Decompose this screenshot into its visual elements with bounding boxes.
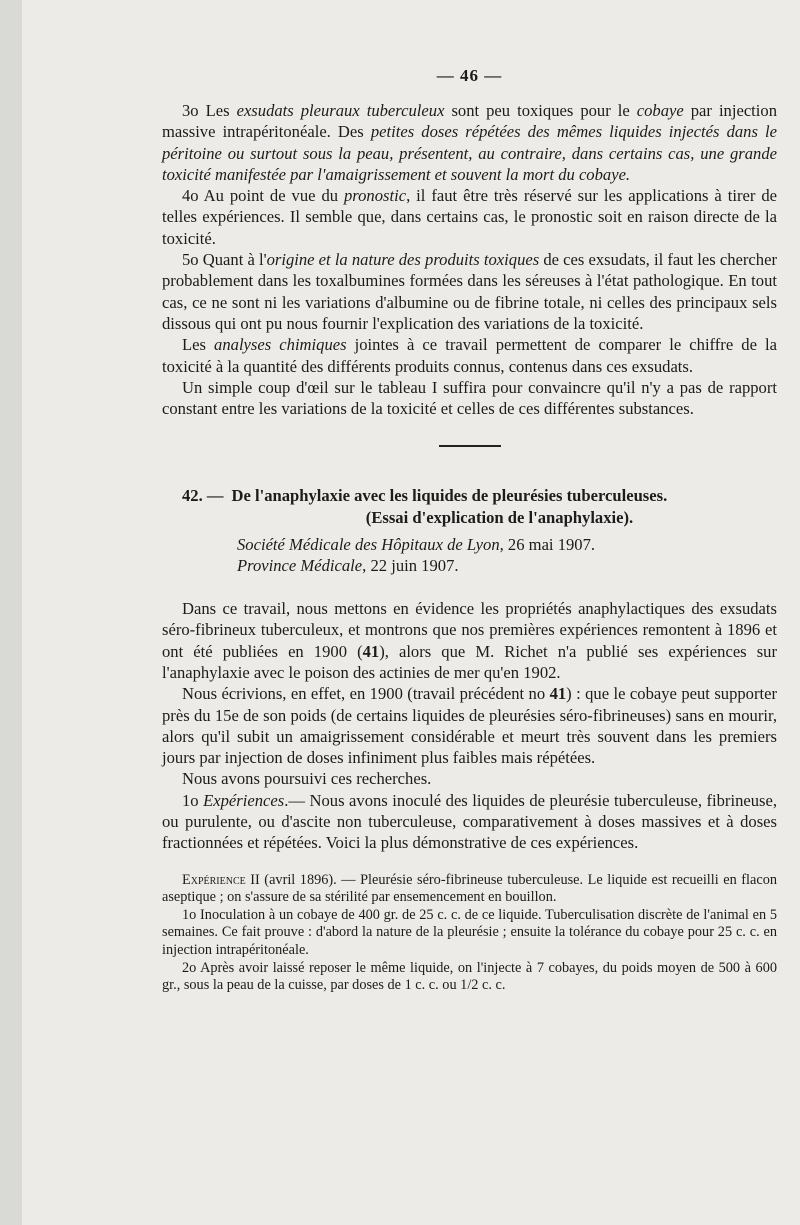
paragraph-7: Un simple coup d'œil sur le tableau I suffira pour convaincre qu'il n'y a pas de rapport constant entre les variations de la toxicité et celles de ces différentes substances. <box>162 377 777 419</box>
reference-2-date: , 22 juin 1907. <box>362 556 459 576</box>
s1-label: Expérience <box>182 871 246 888</box>
entry-number: 42. — <box>182 486 224 506</box>
p3-em3: petites doses répétées des mêmes liquides injectés dans le péritoine ou surtout sous la peau, présentent, au contraire, dans certains cas, une grande toxicité manifestée par l'amaigrissement et souvent la mort du cobaye. <box>162 122 778 184</box>
p6-rest: jointes à ce travail permettent de comparer le chiffre de la toxicité à la quantité des différents produits connus, contenus dans ces exsudats. <box>162 335 777 376</box>
b1-part2: ), alors que M. Richet n'a publié ses expériences sur l'anaphylaxie avec le poison des actinies de mer qu'en 1902. <box>162 641 777 682</box>
p4-prefix: 4o Au point de vue du <box>182 186 344 206</box>
entry-subtitle: (Essai d'explication de l'anaphylaxie). <box>365 507 634 527</box>
s1-rest: II (avril 1896). — Pleurésie séro-fibrineuse tuberculeuse. Le liquide est recueilli en flacon aseptique ; on s'assure de sa stérilité par ensemencement en bouillon. <box>162 871 777 906</box>
body-paragraph-2 <box>162 683 777 768</box>
page <box>22 0 800 1225</box>
b2-part2: ) : que le cobaye peut supporter près du 15e de son poids (de certains liquides de pleurésies séro-fibrineuses) sans en mourir, alors qu'il subit un amaigrissement considérable et meurt très souvent dans les premiers jours par injection de doses infiniment plus faibles mais répétées. <box>162 684 777 768</box>
p3-mid2: par injection massive intrapéritonéale. Des <box>162 101 777 142</box>
p3-em2: cobaye <box>636 101 684 120</box>
reference-1-journal: Société Médicale des Hôpitaux de Lyon <box>237 535 500 555</box>
small-paragraph-1 <box>162 872 777 907</box>
b1-part1: Dans ce travail, nous mettons en évidence les propriétés anaphylactiques des exsudats séro-fibrineux tuberculeux, et montrons que nos premières expériences remontent à 1896 et ont été publiées en 1900 ( <box>162 599 777 661</box>
p4-rest: , il faut être très réservé sur les applications à tirer de telles expériences. Il semble que, dans certains cas, le pronostic soit en raison directe de la toxicité. <box>162 186 777 248</box>
body-paragraph-4 <box>162 790 777 854</box>
entry-heading <box>182 485 777 528</box>
b1-ref: 41 <box>362 641 380 661</box>
spacer <box>162 576 777 598</box>
p3-mid: sont peu toxiques pour le <box>444 101 637 120</box>
reference-1-date: , 26 mai 1907. <box>499 535 596 555</box>
page-content <box>162 66 777 995</box>
page-number: — 46 — <box>436 66 503 85</box>
experiment-notes <box>162 872 777 995</box>
reference-1 <box>237 534 777 555</box>
paragraph-4 <box>162 185 777 249</box>
p6-prefix: Les <box>182 335 215 355</box>
b2-part1: Nous écrivions, en effet, en 1900 (travail précédent no <box>182 684 550 704</box>
b4-prefix: 1o <box>182 790 204 810</box>
small-paragraph-2: 1o Inoculation à un cobaye de 400 gr. de 25 c. c. de ce liquide. Tuberculisation discrète de l'animal en 5 semaines. Ce fait prouve : d'abord la nature de la pleurésie ; ensuite la tolérance du cobaye pour 25 c. c. en injection intrapéritonéale. <box>162 906 777 958</box>
reference-2 <box>237 555 777 576</box>
b4-em: Expériences <box>203 790 285 810</box>
p5-em: origine et la nature des produits toxiques <box>266 250 540 270</box>
body-paragraph-1 <box>162 598 777 683</box>
b2-ref: 41 <box>549 684 567 704</box>
p6-em: analyses chimiques <box>214 335 347 355</box>
reference-2-journal: Province Médicale <box>237 556 363 576</box>
entry-title: De l'anaphylaxie avec les liquides de pleurésies tuberculeuses. <box>231 486 668 506</box>
paragraph-3 <box>162 100 777 185</box>
body-paragraph-3: Nous avons poursuivi ces recherches. <box>182 769 432 789</box>
p3-em1: exsudats pleuraux tuberculeux <box>236 101 445 120</box>
section-divider <box>439 445 501 447</box>
paragraph-6 <box>162 334 777 377</box>
p4-em: pronostic <box>344 186 407 206</box>
p5-rest: de ces exsudats, il faut les chercher probablement dans les toxalbumines formées dans les séreuses à l'état pathologique. En tout cas, ce ne sont ni les variations d'albumine ou de fibrine totale, ni celles des principaux sels dissous qui ont pu nous fournir l'explication des variations de la toxicité. <box>162 250 777 333</box>
small-paragraph-3: 2o Après avoir laissé reposer le même liquide, on l'injecte à 7 cobayes, du poids moyen de 500 à 600 gr., sous la peau de la cuisse, par doses de 1 c. c. ou 1/2 c. c. <box>162 959 777 994</box>
b4-rest: .— Nous avons inoculé des liquides de pleurésie tuberculeuse, fibrineuse, ou purulente, ou d'ascite non tuberculeuse, comparativement à doses massives et à doses fractionnées et répétées. Voici la plus démonstrative de ces expériences. <box>162 790 777 853</box>
entry-references <box>237 534 777 576</box>
paragraph-5 <box>162 249 777 334</box>
p3-prefix: 3o Les <box>182 101 237 120</box>
p5-prefix: 5o Quant à l' <box>182 250 267 270</box>
